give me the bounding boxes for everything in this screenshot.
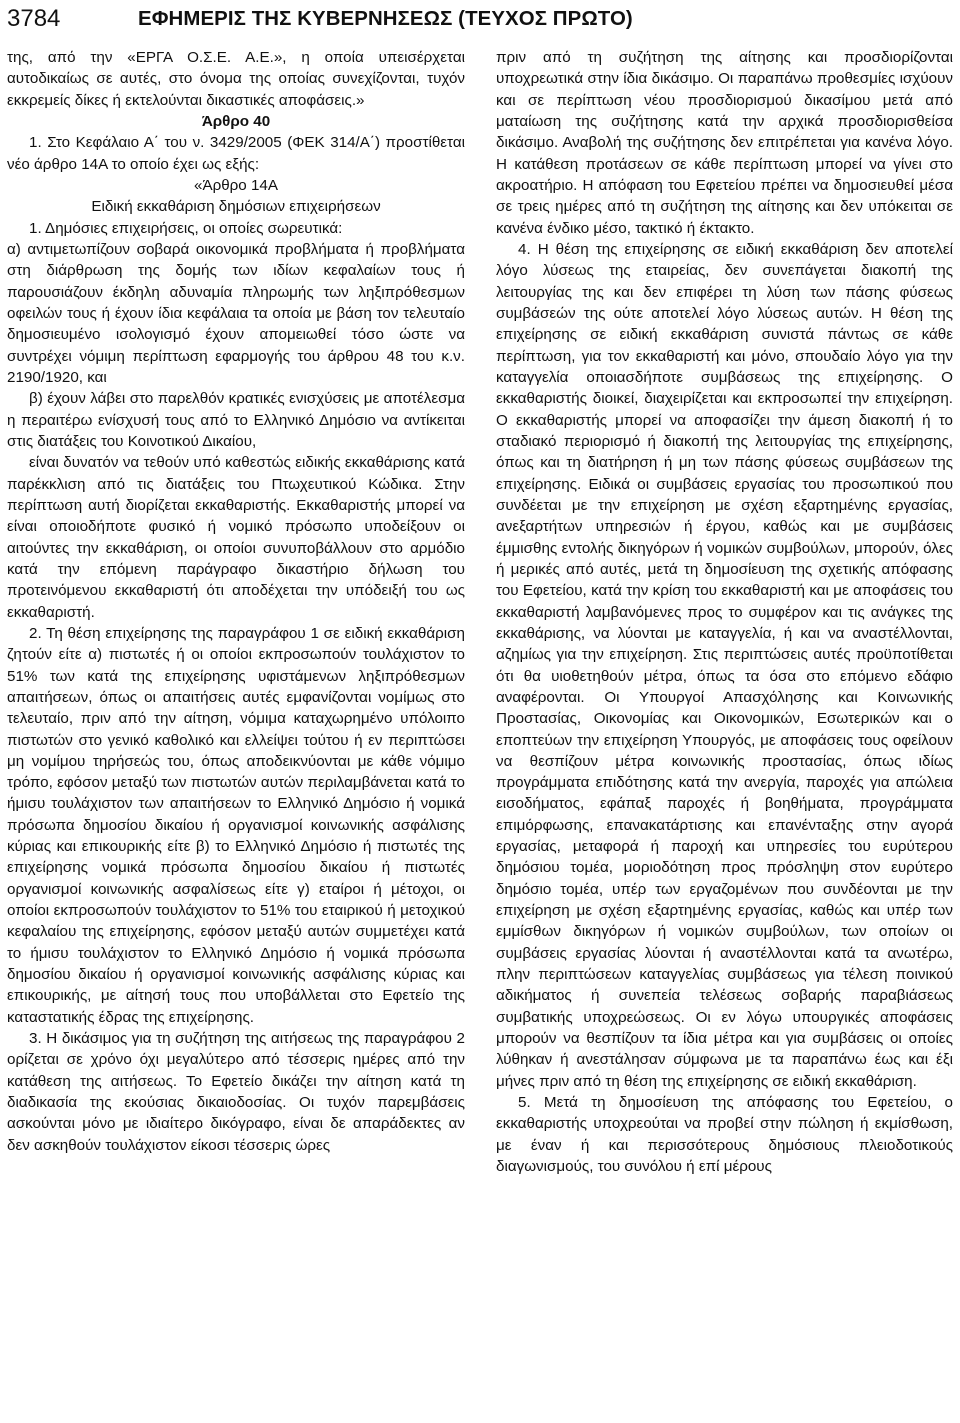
gazette-title: ΕΦΗΜΕΡΙΣ ΤΗΣ ΚΥΒΕΡΝΗΣΕΩΣ (ΤΕΥΧΟΣ ΠΡΩΤΟ) xyxy=(138,8,633,30)
paragraph-14a-3: 3. Η δικάσιμος για τη συζήτηση της αιτήσεως της παραγράφου 2 ορίζεται σε χρόνο όχι μεγαλύτερο από τέσσερις ημέρες από την κατάθεση της αιτήσεως. Το Εφετείο δικάζει την αίτηση κατά τη διαδικασία της εκούσιας δικαιοδοσίας. Οι τυχόν παρεμβάσεις ασκούνται μόνο με ιδιαίτερο δικόγραφο, είναι δε απαράδεκτες αν δεν ασκηθούν τουλάχιστον είκοσι τέσσερις ώρες xyxy=(7,1030,465,1154)
page-number: 3784 xyxy=(7,5,61,32)
paragraph-14a-1a: α) αντιμετωπίζουν σοβαρά οικονομικά προβλήματα ή προβλήματα στη διάρθρωση της δομής των ιδίων κεφαλαίων τους ή παρουσιάζουν έκδηλη αδυναμία πληρωμής των ληξιπρόθεσμων οφειλών τους ή έχουν ίδια κεφάλαια τα οποία με βάση τον τελευταίο δημοσιευμένο ισολογισμό έχουν απομειωθεί τόσο ώστε να συντρέχει νόμιμη περίπτωση εφαρμογής του άρθρου 48 του κ.ν. 2190/1920, και xyxy=(7,240,465,386)
new-article-heading: «Άρθρο 14Α xyxy=(194,176,278,194)
paragraph-14a-1c: είναι δυνατόν να τεθούν υπό καθεστώς ειδικής εκκαθάρισης κατά παρέκκλιση από τις διατάξεις του Πτωχευτικού Κώδικα. Στην περίπτωση αυτή διορίζεται εκκαθαριστής. Εκκαθαριστής μπορεί να είναι οποιοδήποτε φυσικό ή νομικό πρόσωπο υποδείξουν οι αιτούντες την εκκαθάριση, οι οποίοι συνυποβάλλουν στο αρμόδιο κατά την επόμενη παράγραφο δικαστήριο δήλωση του προτεινόμενου εκκαθαριστή ότι αποδέχεται την υπόδειξή του ως εκκαθαριστή. xyxy=(7,454,465,621)
left-column xyxy=(7,47,465,1156)
paragraph-intro: της, από την «ΕΡΓΑ Ο.Σ.Ε. Α.Ε.», η οποία υπεισέρχεται αυτοδικαίως σε αυτές, στο όνομα της οποίας συνεχίζονται, τυχόν εκκρεμείς δίκες ή εκτελούνται δικαστικές αποφάσεις.» xyxy=(7,49,465,109)
paragraph-14a-4: 4. Η θέση της επιχείρησης σε ειδική εκκαθάριση δεν αποτελεί λόγο λύσεως της εταιρείας, δεν συνεπάγεται διακοπή της λειτουργίας της και δεν επιφέρει τη λύση των πάσης φύσεως συμβάσεών της ούτε αποτελεί λόγο λύσεως αυτών. Η θέση της επιχείρησης σε ειδική εκκαθάριση συνιστά πάντως σε κάθε περίπτωση, για τον εκκαθαριστή και μόνο, σπουδαίο λόγο για την καταγγελία οποιασδήποτε συμβάσεως της επιχείρησης. Ο εκκαθαριστής διοικεί, διαχειρίζεται και εκπροσωπεί την επιχείρηση. Ο εκκαθαριστής μπορεί να αποφασίζει την άμεση διακοπή ή το σταδιακό περιορισμό ή διακοπή της λειτουργίας της επιχείρησης, όπως και τη διατήρηση ή μη των πάσης φύσεως συμβάσεων της επιχείρησης. Ειδικά οι συμβάσεις εργασίας του προσωπικού που συνδέεται με την επιχείρηση με σχέση εξαρτημένης εργασίας, ανεξαρτήτων υπηρεσιών ή έργου, καθώς και με συμβάσεις έμμισθης εντολής δικηγόρων ή νομικών συμβούλων, μπορούν, όλες ή μερικές από αυτές, μετά τη δημοσίευση της σχετικής απόφασης του Εφετείου, κατά την κρίση του εκκαθαριστή και με αποφάσεις του εκκαθαριστή λαμβανόμενες προς το συμφέρον και τις ανάγκες της εκκαθάρισης, να λύονται με καταγγελία, ή και να αναστέλλονται, αζημίως για την επιχείρηση. Στις περιπτώσεις αυτές προϋποτίθεται ότι θα υιοθετηθούν μέτρα, όπως τα όσα στο επόμενο εδάφιο αναφέρονται. Οι Υπουργοί Απασχόλησης και Κοινωνικής Προστασίας, Οικονομίας και Οικονομικών, Εσωτερικών και ο εποπτεύων την επιχείρηση Υπουργός, με αποφάσεις τους οφείλουν να θεσπίζουν μέτρα κοινωνικής προστασίας, όπως ιδίως προγράμματα επιδότησης κατά την ανεργία, παροχές για απώλεια εισοδήματος, εφάπαξ παροχές ή βοηθήματα, προγράμματα επιμόρφωσης, επανακατάρτισης και επανένταξης στην αγορά εργασίας, μεταφορά ή παροχή και υπηρεσίες του ευρύτερου δημόσιου τομέα, μοριοδότηση προς πρόσληψη στον ευρύτερο δημόσιο τομέα, υπέρ των εργαζομένων που συνδέονται με την επιχείρηση με σχέση εξαρτημένης εργασίας, καθώς και υπέρ των εμμίσθων δικηγόρων ή νομικών συμβούλων, των οποίων οι συμβάσεις εργασίας λύονται ή αναστέλλονται κατά τα ανωτέρω, πλην περιπτώσεων καταγγελίας συμβάσεως για τέλεση ποινικού αδικήματος ή συνεπεία τελέσεως σοβαρής παραβιάσεως συμβατικής υποχρεώσεως. Οι εν λόγω υπουργικές αποφάσεις μπορούν να θεσπίζουν τα ίδια μέτρα και για συμβάσεις οι οποίες λύθηκαν ή ανεστάλησαν σύμφωνα με τα παραπάνω έως και έξι μήνες πριν από τη θέση της επιχείρησης σε ειδική εκκαθάριση. xyxy=(496,240,953,1090)
paragraph-14a-1b: β) έχουν λάβει στο παρελθόν κρατικές ενισχύσεις με αποτέλεσμα η περαιτέρω ενίσχυσή τους από το Ελληνικό Δημόσιο να αντίκειται στις διατάξεις του Κοινοτικού Δικαίου, xyxy=(7,390,465,450)
new-article-title: Ειδική εκκαθάριση δημόσιων επιχειρήσεων xyxy=(91,198,381,216)
paragraph-14a-5: 5. Μετά τη δημοσίευση της απόφασης του Εφετείου, ο εκκαθαριστής υποχρεούται να προβεί στην πώληση ή εκμίσθωση, με έναν ή και περισσότερους δημόσιους πλειοδοτικούς διαγωνισμούς, του συνόλου ή επί μέρους xyxy=(496,1094,953,1176)
paragraph-continued: πριν από τη συζήτηση της αίτησης και προσδιορίζονται υποχρεωτικά στην ίδια δικάσιμο. Οι παραπάνω προθεσμίες ισχύουν και σε περίπτωση νέου προσδιορισμού δικασίμου μετά από ματαίωση της συζήτησης κατά την αρχικά προσδιορισθείσα δικάσιμο. Αναβολή της συζήτησης δεν επιτρέπεται για κανένα λόγο. Η κατάθεση προτάσεων σε κάθε περίπτωση μπορεί να γίνει στο ακροατήριο. Η απόφαση του Εφετείου πρέπει να δημοσιευθεί μέσα σε τρεις ημέρες από τη συζήτηση της αίτησης και δεν υπόκειται σε κανένα ένδικο μέσο, τακτικό ή έκτακτο. xyxy=(496,49,953,237)
page-header xyxy=(7,4,953,34)
paragraph-14a-1: 1. Δημόσιες επιχειρήσεις, οι οποίες σωρευτικά: xyxy=(29,219,343,237)
right-column xyxy=(496,47,953,1177)
paragraph-14a-2: 2. Τη θέση επιχείρησης της παραγράφου 1 σε ειδική εκκαθάριση ζητούν είτε α) πιστωτές ή οι οποίοι εκπροσωπούν τουλάχιστον το 51% των κατά της επιχείρησης υφιστάμενων ληξιπρόθεσμων απαιτήσεων, όπως οι απαιτήσεις αυτές εμφανίζονται νομίμως στο τελευταίο, πριν από την αίτηση, νόμιμα καταχωρημένο υπόλοιπο πιστωτών στο γενικό καθολικό και ελλείψει τούτου ή εν περιπτώσει μη νομίμου τηρήσεώς του, όπως αποδεικνύονται με κάθε νόμιμο τρόπο, εφόσον μεταξύ των πιστωτών αυτών περιλαμβάνεται κατά το ήμισυ τουλάχιστον των απαιτήσεων το Ελληνικό Δημόσιο ή νομικά πρόσωπα δημοσίου δικαίου ή οργανισμοί κοινωνικής ασφάλισης κύριας και επικουρικής είτε β) το Ελληνικό Δημόσιο ή πιστωτές της επιχείρησης νομικά πρόσωπα δημοσίου δικαίου ή πιστωτές οργανισμοί κοινωνικής ασφαλίσεως είτε γ) εταίροι ή μέτοχοι, οι οποίοι εκπροσωπούν τουλάχιστον το 51% του εταιρικού ή μετοχικού κεφαλαίου της επιχείρησης, εφόσον μεταξύ αυτών συμμετέχει κατά το ήμισυ τουλάχιστον το Ελληνικό Δημόσιο ή νομικά πρόσωπα δημοσίου δικαίου ή οργανισμοί κοινωνικής ασφάλισης κύριας και επικουρικής, με αίτησή τους που υποβάλλεται στο Εφετείο της καταστατικής έδρας της επιχείρησης. xyxy=(7,624,465,1026)
paragraph-art40-1: 1. Στο Κεφάλαιο Α΄ του ν. 3429/2005 (ΦΕΚ 314/Α΄) προστίθεται νέο άρθρο 14Α το οποίο έχει ως εξής: xyxy=(7,134,465,173)
article-heading: Άρθρο 40 xyxy=(201,112,271,130)
